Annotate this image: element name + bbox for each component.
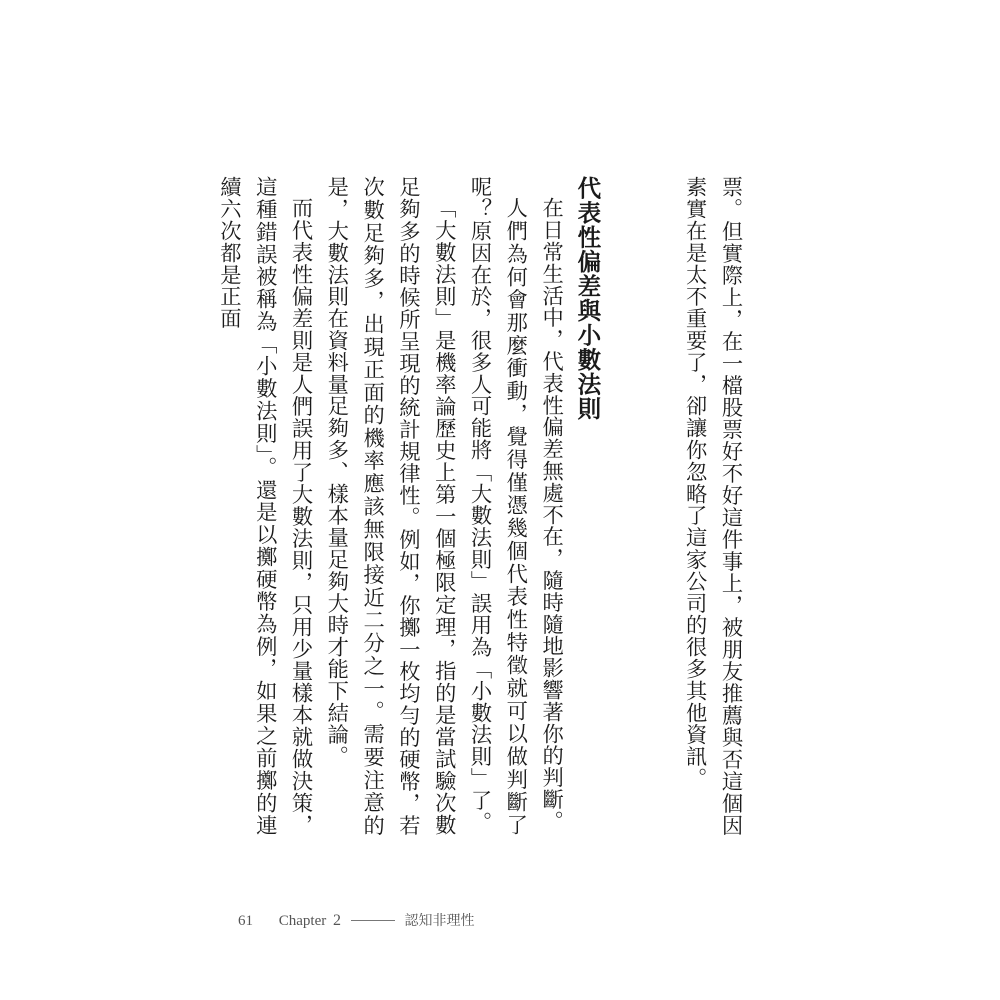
page-footer — [238, 910, 474, 930]
chapter-number: 2 — [332, 912, 341, 929]
section-spacer — [640, 176, 676, 836]
chapter-label: Chapter — [278, 913, 327, 929]
chapter-title: 認知非理性 — [404, 913, 475, 929]
section-heading: 代表性偏差與小數法則 — [573, 176, 602, 421]
paragraph: 「大數法則」是機率論歷史上第一個極限定理，指的是當試驗次數足夠多的時候所呈現的統計規律性。例如，你擲一枚均勻的硬幣，若次數足夠多，出現正面的機率應該無限接近二分之一。需要注意的是，大數法則在資料量足夠多、樣本量足夠大時才能下結論。 — [323, 176, 457, 836]
paragraph: 而代表性偏差則是人們誤用了大數法則，只用少量樣本就做決策，這種錯誤被稱為「小數法則」。還是以擲硬幣為例，如果之前擲的連續六次都是正面 — [216, 176, 314, 836]
paragraph-continuation: 票。但實際上，在一檔股票好不好這件事上，被朋友推薦與否這個因素實在是太不重要了，卻讓你忽略了這家公司的很多其他資訊。 — [682, 176, 743, 836]
page-number: 61 — [238, 913, 253, 929]
paragraph: 在日常生活中，代表性偏差無處不在，隨時隨地影響著你的判斷。 — [538, 197, 564, 833]
footer-dash — [351, 920, 395, 921]
paragraph: 人們為何會那麼衝動，覺得僅憑幾個代表性特徵就可以做判斷了呢？原因在於，很多人可能將「大數法則」誤用為「小數法則」了。 — [467, 176, 528, 836]
vertical-body-text — [216, 176, 748, 836]
